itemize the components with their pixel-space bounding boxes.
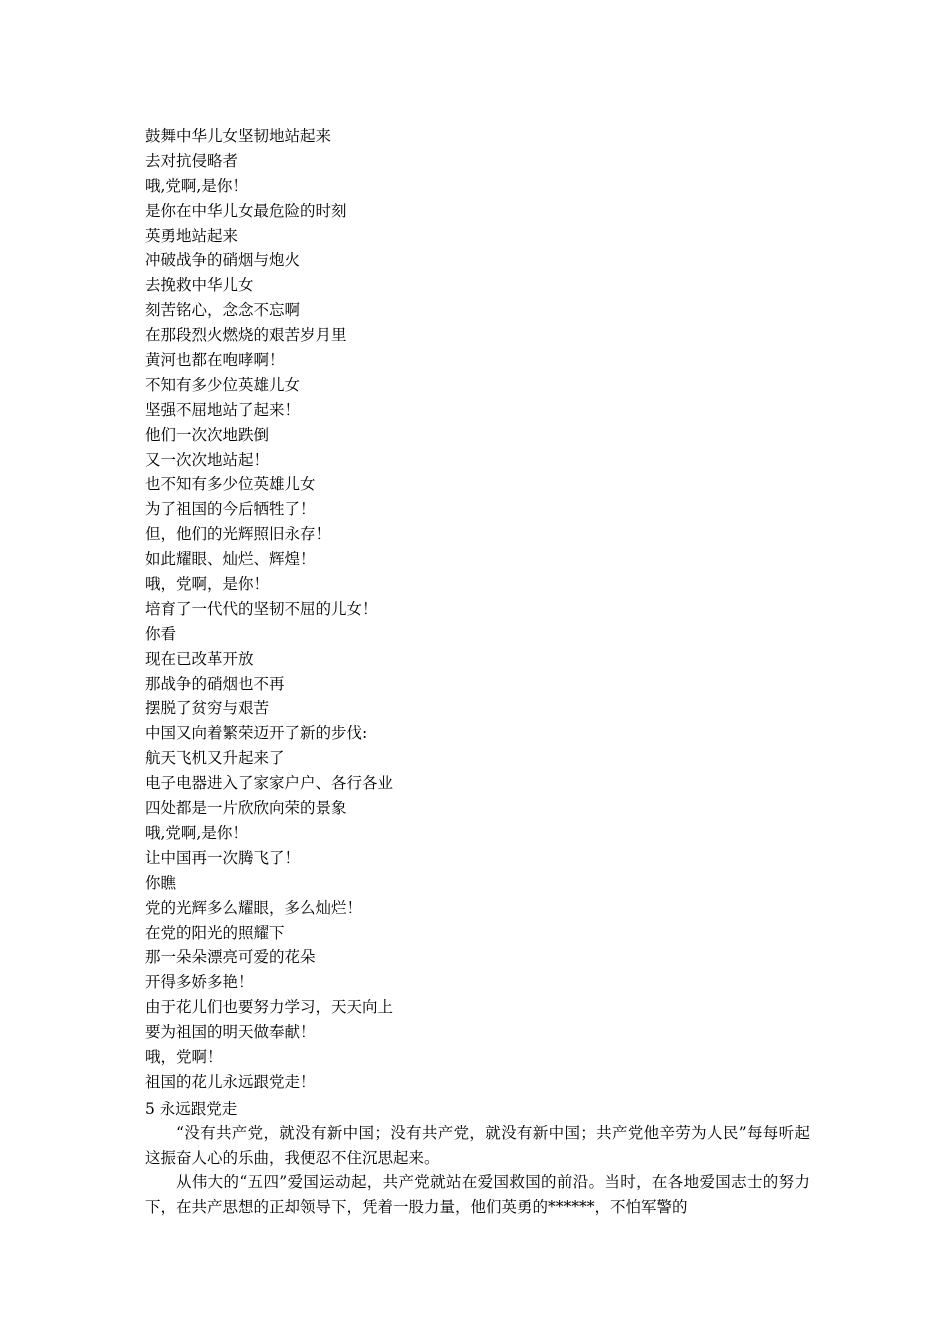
poem-line: 鼓舞中华儿女坚韧地站起来 <box>145 127 332 145</box>
poem-line: 去对抗侵略者 <box>145 151 239 170</box>
section-heading: 5 永远跟党走 <box>145 1100 238 1118</box>
poem-line: 刻苦铭心，念念不忘啊 <box>145 301 301 320</box>
poem-line: 在党的阳光的照耀下 <box>145 923 285 942</box>
poem-line: 电子电器进入了家家户户、各行各业 <box>145 774 394 793</box>
poem-line: 中国又向着繁荣迈开了新的步伐: <box>145 724 368 743</box>
poem-line: 也不知有多少位英雄儿女 <box>145 475 316 494</box>
poem-line: 又一次次地站起！ <box>145 450 270 469</box>
poem-line: 由于花儿们也要努力学习，天天向上 <box>145 998 394 1017</box>
poem-line: 是你在中华儿女最危险的时刻 <box>145 201 347 220</box>
poem-line: 要为祖国的明天做奉献！ <box>145 1023 316 1042</box>
body-paragraph: 从伟大的“五四”爱国运动起，共产党就站在爱国救国的前沿。当时，在各地爱国志士的努力下，在共产思想的正却领导下，凭着一股力量，他们英勇的******，不怕军警的 <box>145 1173 810 1216</box>
poem-line: 四处都是一片欣欣向荣的景象 <box>145 799 347 818</box>
poem-line: 那一朵朵漂亮可爱的花朵 <box>145 948 316 967</box>
poem-line: 党的光辉多么耀眼，多么灿烂！ <box>145 898 363 917</box>
poem-line: 哦,党啊,是你！ <box>145 823 248 842</box>
poem-line: 那战争的硝烟也不再 <box>145 674 285 693</box>
body-paragraph: “没有共产党，就没有新中国；没有共产党，就没有新中国；共产党他辛劳为人民”每每听起这振奋人心的乐曲，我便忍不住沉思起来。 <box>145 1124 810 1167</box>
poem-line: 摆脱了贫穷与艰苦 <box>145 699 270 718</box>
poem-line: 祖国的花儿永远跟党走！ <box>145 1072 316 1091</box>
poem-line: 哦，党啊！ <box>145 1047 223 1066</box>
poem-line: 培育了一代代的坚韧不屈的儿女！ <box>145 599 378 618</box>
poem-line: 但，他们的光辉照旧永存！ <box>145 525 332 544</box>
poem-line: 你瞧 <box>145 873 177 892</box>
poem-line: 去挽救中华儿女 <box>145 276 254 295</box>
poem-line: 他们一次次地跌倒 <box>145 425 270 444</box>
poem-line: 不知有多少位英雄儿女 <box>145 375 301 394</box>
poem-line: 如此耀眼、灿烂、辉煌！ <box>145 550 316 569</box>
poem-line: 现在已改革开放 <box>145 649 254 668</box>
poem-line: 冲破战争的硝烟与炮火 <box>145 251 301 270</box>
poem-line: 哦，党啊，是你！ <box>145 575 270 594</box>
poem-lines <box>145 124 825 1095</box>
poem-line: 在那段烈火燃烧的艰苦岁月里 <box>145 326 347 345</box>
poem-line: 为了祖国的今后牺牲了！ <box>145 500 316 519</box>
poem-line: 你看 <box>145 624 177 643</box>
poem-line: 黄河也都在咆哮啊！ <box>145 351 285 370</box>
poem-line: 哦,党啊,是你！ <box>145 176 248 195</box>
poem-line: 坚强不屈地站了起来！ <box>145 400 301 419</box>
poem-line: 航天飞机又升起来了 <box>145 749 285 768</box>
poem-line: 让中国再一次腾飞了！ <box>145 848 301 867</box>
poem-line: 开得多娇多艳！ <box>145 973 254 992</box>
poem-line: 英勇地站起来 <box>145 226 239 245</box>
